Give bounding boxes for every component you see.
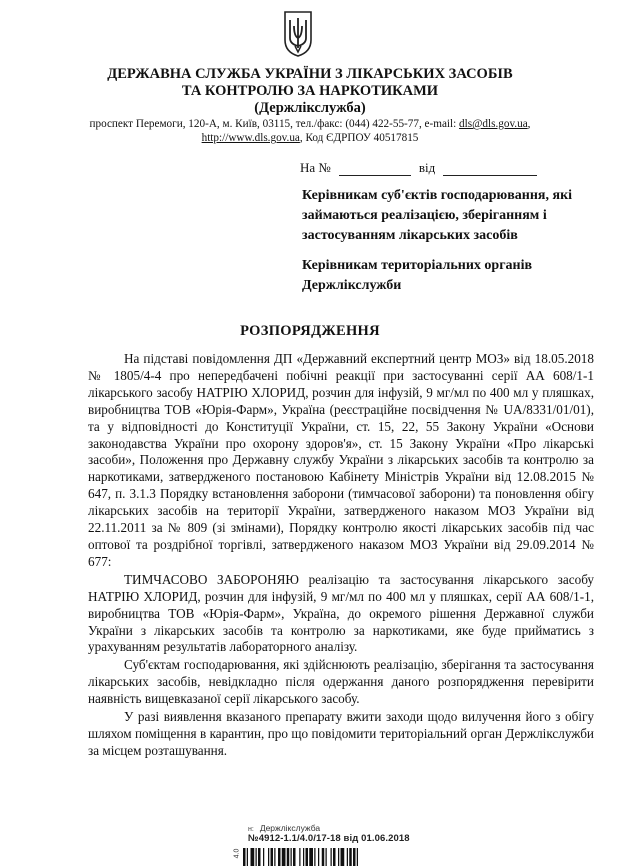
barcode-bar: [258, 848, 261, 866]
stamp-registration-number: №4912-1.1/4.0/17-18 від 01.06.2018: [248, 833, 410, 844]
addressee-business-entities: Керівникам суб'єктів господарювання, які займаються реалізацією, зберіганням і застосуванням лікарських засобів: [302, 188, 573, 243]
organization-short-name: (Держлікслужба): [254, 100, 366, 116]
registration-stamp: [248, 823, 410, 844]
barcode-bar: [303, 848, 304, 866]
paragraph-check-instruction: Суб'єктам господарювання, які здійснюють реалізацію, зберігання та застосування лікарських засобів, невідкладно після одержання даного розпорядження перевірити наявність вищевказаної серії лікарського засобу.: [88, 657, 594, 707]
barcode-bar: [318, 848, 319, 866]
organization-address: проспект Перемоги, 120-А, м. Київ, 03115, тел./факс: (044) 422-55-77, e-mail: dls@dls.gov.ua, http://www.dls.gov.ua, Код ЄДРПОУ 40517815: [89, 118, 531, 144]
barcode-bar: [349, 848, 352, 866]
address-text: проспект Перемоги, 120-А, м. Київ, 03115, тел./факс: (044) 422-55-77, e-mail:: [89, 118, 460, 130]
reference-line: [300, 160, 537, 176]
email-link[interactable]: dls@dls.gov.ua: [459, 118, 528, 130]
barcode-bar: [293, 848, 296, 866]
organization-name-line2: ТА КОНТРОЛЮ ЗА НАРКОТИКАМИ: [181, 83, 439, 99]
stamp-organization: Держлікслужба: [259, 823, 321, 833]
paragraph-prohibition: ТИМЧАСОВО ЗАБОРОНЯЮ реалізацію та застосування лікарського засобу НАТРІЮ ХЛОРИД, розчин для інфузій, 9 мг/мл по 400 мл у пляшках, серії АА 608/1-1, виробництва ТОВ «Юрія-Фарм», Україна, до окремого рішення Державної служби України з лікарських засобів та контролю за наркотиками, яке буде прийматись з урахуванням результатів лабораторного аналізу.: [88, 571, 594, 655]
barcode-bar: [291, 848, 292, 866]
document-title: РОЗПОРЯДЖЕННЯ: [240, 323, 380, 339]
addressee-territorial-bodies: Керівникам територіальних органів Держлікслужби: [302, 258, 533, 293]
barcode-bar: [243, 848, 246, 866]
organization-name-block: [80, 66, 540, 117]
barcode-bar: [331, 848, 332, 866]
barcode-bar: [309, 848, 313, 866]
organization-name-line1: ДЕРЖАВНА СЛУЖБА УКРАЇНИ З ЛІКАРСЬКИХ ЗАСОБІВ: [107, 66, 513, 82]
barcode-bar: [251, 848, 255, 866]
barcode-bar: [287, 848, 290, 866]
barcode-bar: [314, 848, 315, 866]
reference-date-label: від: [418, 160, 436, 175]
paragraph-basis: На підставі повідомлення ДП «Державний експертний центр МОЗ» від 18.05.2018 № 1805/4-4 про непередбачені побічні реакції при застосуванні серії АА 608/1-1 лікарського засобу НАТРІЮ ХЛОРИД, розчин для інфузій, 9 мг/мл по 400 мл у пляшках, виробництва ТОВ «Юрія-Фарм», Україна (реєстраційне посвідчення № UA/8331/01/01), та у відповідності до Конституції України, ст. 15, 22, 55 Закону України «Основи законодавства України про охорону здоров'я», ст. 15 Закону України «Про лікарські засоби», Положення про Державну службу України з лікарських засобів та контролю за наркотиками, затвердженого постановою Кабінету Міністрів України від 12.08.2015 № 647, п. 3.1.3 Порядку встановлення заборони (тимчасової заборони) та поновлення обігу лікарських засобів на території України, затвердженого наказом МОЗ України від 22.11.2011 за № 809 (зі змінами), Порядку контролю якості лікарських засобів під час оптової та роздрібної торгівлі, затвердженого наказом МОЗ України від 29.09.2014 № 677:: [88, 351, 594, 569]
barcode-bar: [247, 848, 248, 866]
stamp-mark: н:: [248, 826, 254, 833]
reference-number-label: На №: [300, 160, 331, 175]
website-link[interactable]: http://www.dls.gov.ua: [201, 132, 300, 144]
barcode-bar: [306, 848, 309, 866]
barcode: [243, 848, 403, 866]
barcode-bar: [353, 848, 356, 866]
paragraph-quarantine-instruction: У разі виявлення вказаного препарату вжити заходи щодо вилучення його з обігу шляхом поміщення в карантин, про що повідомити територіальний орган Держлікслужби за місцем розташування.: [88, 709, 594, 758]
barcode-bar: [278, 848, 281, 866]
edrpou-code: , Код ЄДРПОУ 40517815: [299, 132, 419, 144]
barcode-bar: [256, 848, 257, 866]
barcode-bar: [268, 848, 269, 866]
barcode-bar: [271, 848, 274, 866]
reference-date-blank: [443, 163, 537, 176]
barcode-bar: [347, 848, 348, 866]
document-body: [88, 351, 594, 760]
barcode-bar: [333, 848, 336, 866]
reference-number-blank: [339, 163, 411, 176]
trident-coat-of-arms-icon: [283, 10, 313, 58]
stamp-side-number: 4.0: [233, 848, 241, 859]
barcode-bar: [263, 848, 264, 866]
barcode-bar: [357, 848, 358, 866]
barcode-bar: [341, 848, 345, 866]
barcode-bar: [282, 848, 286, 866]
barcode-bar: [299, 848, 300, 866]
barcode-bar: [322, 848, 325, 866]
barcode-bar: [326, 848, 327, 866]
barcode-bar: [274, 848, 275, 866]
barcode-bar: [338, 848, 339, 866]
